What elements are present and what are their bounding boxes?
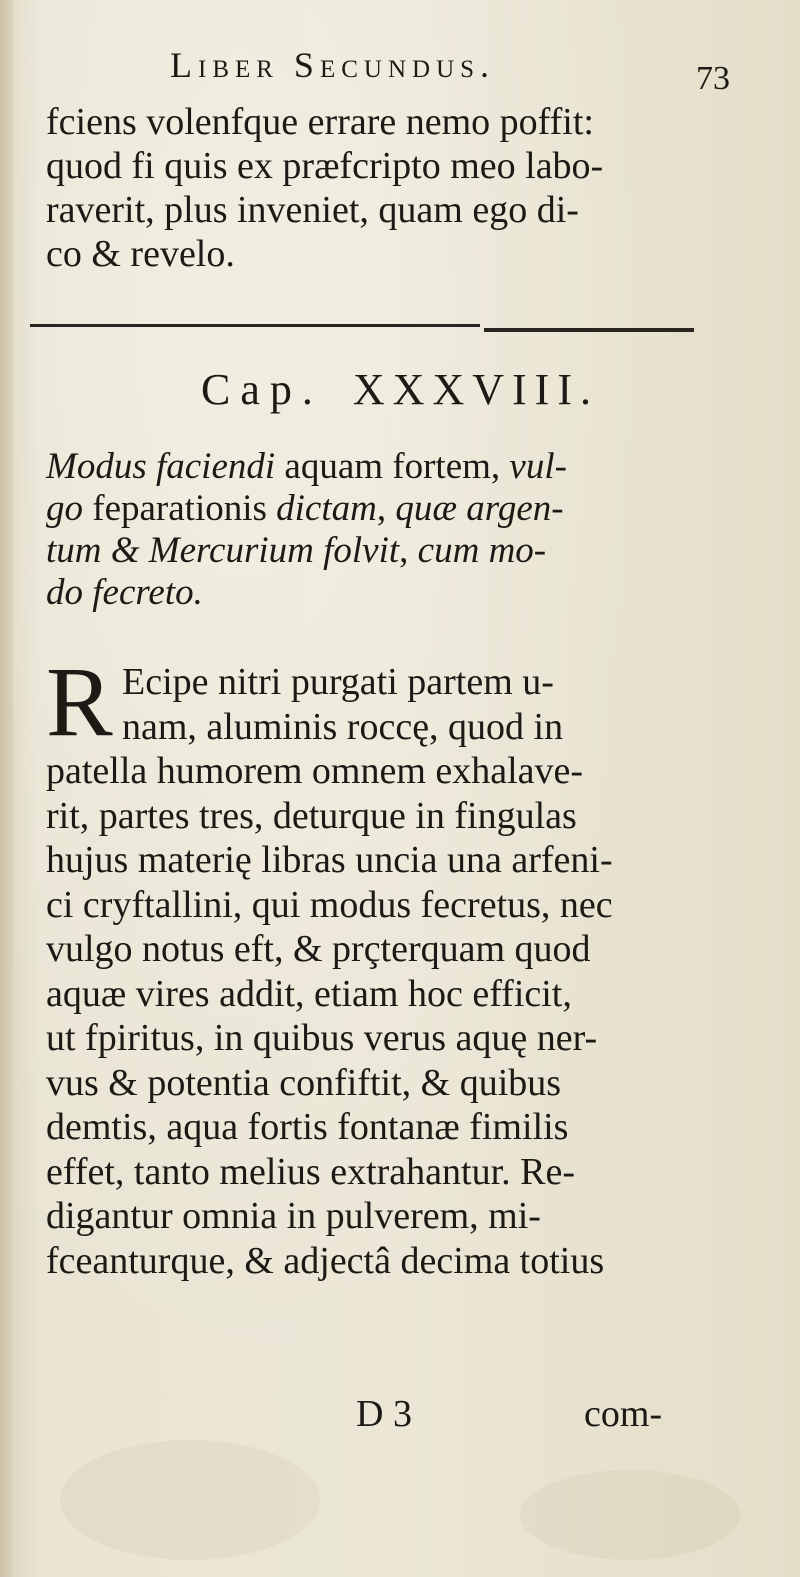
section-divider bbox=[30, 318, 694, 338]
text-line: quod fi quis ex præfcripto meo labo- bbox=[46, 145, 604, 187]
text-line: rit, partes tres, deturque in fingulas bbox=[46, 794, 577, 837]
text-line: raverit, plus inveniet, quam ego di- bbox=[46, 189, 579, 231]
text-line: Ecipe nitri purgati partem u- bbox=[122, 661, 554, 703]
summary-text: quæ argen- bbox=[395, 488, 564, 529]
top-paragraph bbox=[46, 100, 726, 276]
text-line: patella humorem omnem exhalave- bbox=[46, 750, 584, 792]
page-gutter bbox=[0, 0, 14, 1577]
text-line: fciens volenfque errare nemo poffit: bbox=[46, 101, 594, 143]
divider-rule bbox=[30, 324, 480, 327]
paper-stain bbox=[520, 1470, 740, 1560]
summary-text: tum & Mercurium folvit bbox=[46, 530, 400, 571]
running-title: Liber Secundus. bbox=[170, 45, 496, 85]
summary-text: cum mo- bbox=[417, 530, 547, 571]
text-line: nam, aluminis roccę, quod in bbox=[122, 705, 564, 748]
catchword: com- bbox=[584, 1393, 663, 1435]
summary-text: dictam bbox=[276, 488, 377, 529]
page-header bbox=[170, 40, 730, 97]
page-number: 73 bbox=[696, 60, 730, 97]
summary-text: aquam fortem, bbox=[275, 446, 510, 487]
summary-text: Modus faciendi bbox=[46, 446, 276, 487]
text-line: ut fpiritus, in quibus verus aquę ner- bbox=[46, 1017, 598, 1059]
drop-cap: R bbox=[46, 646, 113, 757]
chapter-label: Cap. bbox=[201, 365, 323, 414]
text-line: vus & potentia confiftit, & quibus bbox=[46, 1061, 562, 1104]
summary-text: , bbox=[376, 488, 396, 529]
text-line: co & revelo. bbox=[46, 233, 235, 275]
signature-mark: D 3 bbox=[356, 1393, 412, 1435]
summary-text: feparationis bbox=[83, 488, 277, 529]
text-line: hujus materię libras uncia una arfeni- bbox=[46, 839, 613, 881]
paper-stain bbox=[60, 1440, 320, 1560]
text-line: vulgo notus eft, & prçterquam quod bbox=[46, 928, 591, 970]
summary-text: , bbox=[399, 530, 418, 571]
text-line: effet, tanto melius extrahantur. Re- bbox=[46, 1150, 576, 1193]
summary-line bbox=[46, 572, 726, 614]
text-line: digantur omnia in pulverem, mi- bbox=[46, 1195, 541, 1237]
page-footer bbox=[0, 1392, 800, 1442]
text-line: ci cryftallini, qui modus fecretus, nec bbox=[46, 883, 613, 926]
text-line: demtis, aqua fortis fontanæ fimilis bbox=[46, 1106, 569, 1148]
text-line: fceanturque, & adjectâ decima totius bbox=[46, 1239, 605, 1282]
chapter-heading bbox=[0, 364, 800, 415]
summary-line bbox=[46, 530, 726, 572]
chapter-number: XXXVIII. bbox=[352, 365, 599, 414]
chapter-summary bbox=[46, 446, 726, 614]
summary-text: do fecreto. bbox=[46, 572, 203, 613]
text-line: aquæ vires addit, etiam hoc efficit, bbox=[46, 972, 572, 1015]
summary-text: go bbox=[46, 488, 83, 529]
summary-text: vul- bbox=[509, 446, 567, 487]
divider-rule bbox=[484, 328, 694, 332]
summary-line bbox=[46, 488, 726, 530]
chapter-body bbox=[46, 646, 726, 1283]
summary-line bbox=[46, 446, 726, 488]
